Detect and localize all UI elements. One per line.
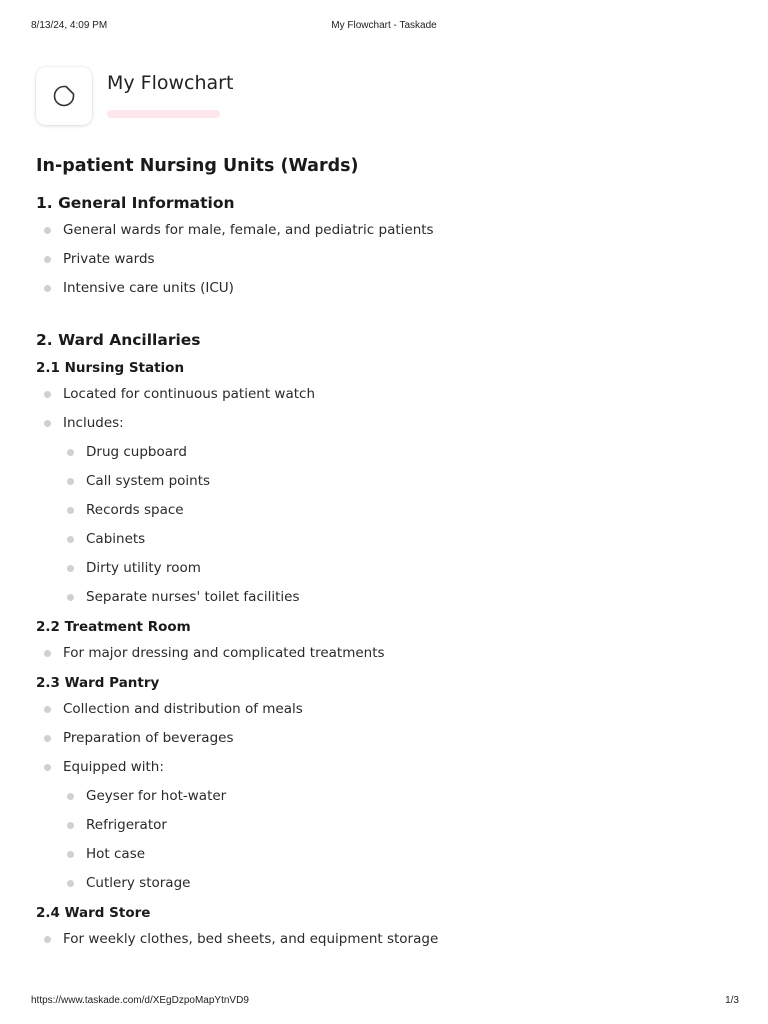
list-item[interactable]: Preparation of beverages: [36, 728, 736, 749]
section-heading-ward-ancillaries[interactable]: 2. Ward Ancillaries: [36, 331, 201, 349]
print-page-title: My Flowchart - Taskade: [331, 20, 437, 31]
subsection-heading-ward-store[interactable]: 2.4 Ward Store: [36, 905, 151, 921]
section-heading-general-information[interactable]: 1. General Information: [36, 194, 235, 212]
sub-list-item[interactable]: Refrigerator: [36, 815, 736, 836]
list-item[interactable]: Includes:: [36, 413, 736, 434]
sub-list-item[interactable]: Drug cupboard: [36, 442, 736, 463]
list-item[interactable]: General wards for male, female, and pediatric patients: [36, 220, 736, 241]
list-item[interactable]: For weekly clothes, bed sheets, and equipment storage: [36, 929, 736, 950]
list-item[interactable]: Equipped with:: [36, 757, 736, 778]
print-datetime: 8/13/24, 4:09 PM: [31, 20, 108, 31]
print-page-number: 1/3: [725, 995, 739, 1006]
subsection-heading-ward-pantry[interactable]: 2.3 Ward Pantry: [36, 675, 160, 691]
subsection-heading-nursing-station[interactable]: 2.1 Nursing Station: [36, 360, 185, 376]
sub-list-item[interactable]: Call system points: [36, 471, 736, 492]
document-content: [36, 152, 736, 958]
sub-list-item[interactable]: Hot case: [36, 844, 736, 865]
subsection-heading-treatment-room[interactable]: 2.2 Treatment Room: [36, 619, 191, 635]
list-item[interactable]: Private wards: [36, 249, 736, 270]
print-url: https://www.taskade.com/d/XEgDzpoMapYtnVD9: [31, 995, 249, 1006]
sub-list-item[interactable]: Separate nurses' toilet facilities: [36, 587, 736, 608]
document-title[interactable]: My Flowchart: [107, 72, 234, 94]
sub-list-item[interactable]: Cutlery storage: [36, 873, 736, 894]
list-item[interactable]: Located for continuous patient watch: [36, 384, 736, 405]
sub-list-item[interactable]: Dirty utility room: [36, 558, 736, 579]
sub-list-item[interactable]: Geyser for hot-water: [36, 786, 736, 807]
list-item[interactable]: Collection and distribution of meals: [36, 699, 736, 720]
sub-list-item[interactable]: Records space: [36, 500, 736, 521]
list-item[interactable]: Intensive care units (ICU): [36, 278, 736, 299]
main-heading[interactable]: In-patient Nursing Units (Wards): [36, 156, 359, 176]
page-icon-glyph: [52, 84, 76, 108]
document-progress-bar: [107, 110, 220, 118]
page-icon[interactable]: [36, 67, 92, 125]
list-item[interactable]: For major dressing and complicated treatments: [36, 643, 736, 664]
sub-list-item[interactable]: Cabinets: [36, 529, 736, 550]
